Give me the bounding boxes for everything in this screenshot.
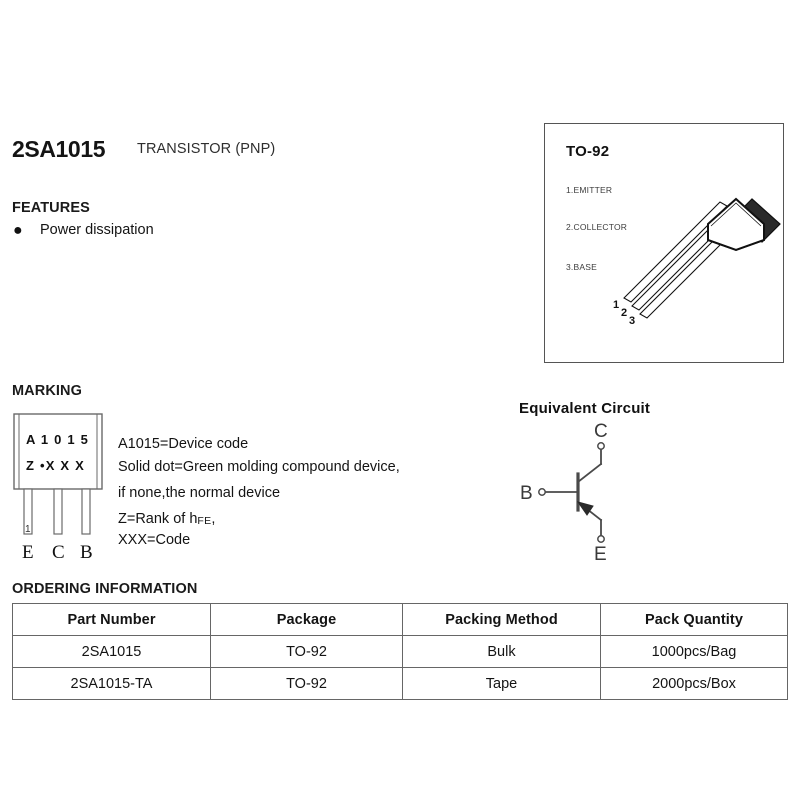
page-subtitle: TRANSISTOR (PNP) (137, 141, 276, 157)
equivalent-circuit-drawing (515, 422, 675, 562)
cell-part-number: 2SA1015-TA (13, 668, 211, 700)
lead-number-1: 1 (613, 299, 620, 311)
table-header-row (13, 604, 788, 636)
hfe-subscript: FE (197, 515, 212, 527)
column-header-part-number: Part Number (13, 604, 211, 636)
marking-device-line-1: A 1 0 1 5 (26, 432, 90, 447)
table-row (13, 668, 788, 700)
page-title: 2SA1015 (12, 136, 106, 162)
marking-lead-3 (82, 489, 90, 534)
marking-pin-label-c: C (52, 542, 65, 563)
marking-note-device-code: A1015=Device code (118, 436, 249, 452)
cell-packing-method: Tape (403, 668, 601, 700)
cell-packing-method: Bulk (403, 636, 601, 668)
cell-package: TO-92 (211, 668, 403, 700)
marking-note-code: XXX=Code (118, 532, 191, 548)
terminal-node-base (539, 489, 545, 495)
marking-device-line-2: Z •X X X (26, 458, 85, 473)
cell-package: TO-92 (211, 636, 403, 668)
terminal-node-collector (598, 443, 604, 449)
table-row (13, 636, 788, 668)
terminal-label-base: B (520, 483, 533, 504)
marking-note-normal-device: if none,the normal device (118, 485, 281, 501)
terminal-label-emitter: E (594, 544, 607, 562)
lead-number-2: 2 (621, 307, 628, 319)
ordering-information-heading: ORDERING INFORMATION (12, 581, 198, 597)
bullet-icon: ● (13, 222, 23, 239)
features-heading: FEATURES (12, 200, 90, 216)
to92-package-drawing (612, 180, 782, 330)
column-header-pack-quantity: Pack Quantity (601, 604, 788, 636)
marking-pin-number: 1 (25, 524, 31, 535)
pin-label-base: 3.BASE (566, 262, 597, 272)
marking-note-rank-text: Z=Rank of h (118, 511, 198, 527)
marking-package-drawing (12, 412, 122, 567)
features-list-item: Power dissipation (40, 222, 154, 238)
cell-pack-quantity: 1000pcs/Bag (601, 636, 788, 668)
terminal-label-collector: C (594, 422, 608, 442)
terminal-node-emitter (598, 536, 604, 542)
equivalent-circuit-heading: Equivalent Circuit (519, 400, 651, 417)
column-header-packing-method: Packing Method (403, 604, 601, 636)
marking-pin-label-b: B (80, 542, 93, 563)
cell-part-number: 2SA1015 (13, 636, 211, 668)
cell-pack-quantity: 2000pcs/Box (601, 668, 788, 700)
marking-lead-2 (54, 489, 62, 534)
marking-pin-label-e: E (22, 542, 34, 563)
pin-label-emitter: 1.EMITTER (566, 185, 613, 195)
ordering-information-table (12, 603, 788, 700)
marking-note-solid-dot: Solid dot=Green molding compound device, (118, 459, 400, 475)
package-box-title: TO-92 (566, 143, 610, 160)
column-header-package: Package (211, 604, 403, 636)
marking-note-rank (118, 511, 215, 527)
hfe-trailing-comma: , (211, 511, 216, 527)
lead-number-3: 3 (629, 315, 636, 327)
pin-label-collector: 2.COLLECTOR (566, 222, 628, 232)
marking-heading: MARKING (12, 383, 82, 399)
